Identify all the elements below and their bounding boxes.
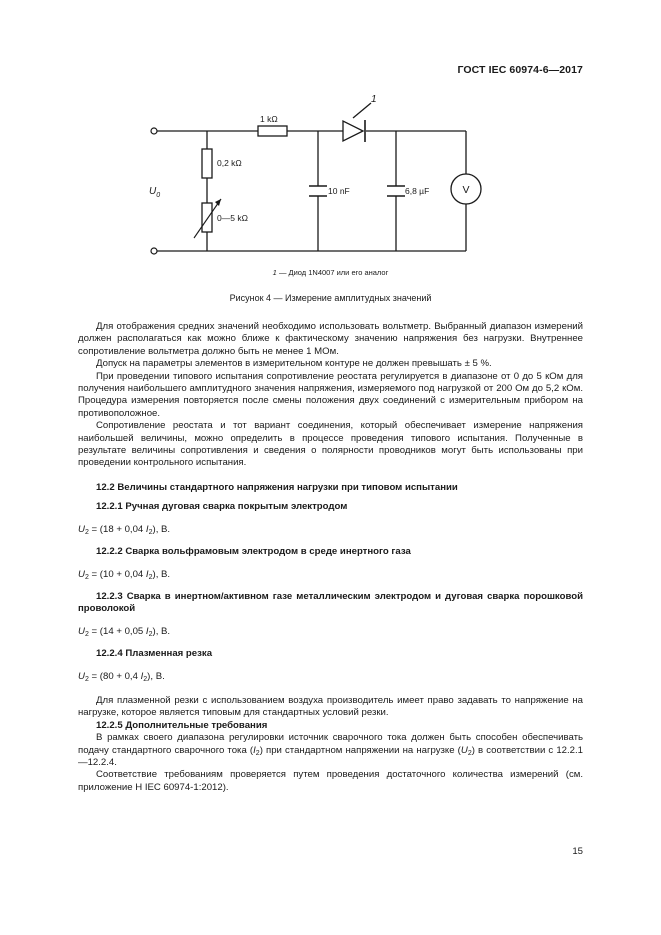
formula-12-2-1: $U_2 = (18 + 0,04$ $I_2$), В. xyxy=(78,523,171,536)
document-body xyxy=(78,321,583,794)
section-title-12-2-4: 12.2.4 Плазменная резка xyxy=(96,648,213,660)
paragraph: В рамках своего диапазона регулировки источник сварочного тока должен быть способен обеспечивать подачу стандартного сварочного тока $(I_2)$ при стандартном напряжении на нагрузке $(U_2)$ в соответствии с 12.2.1—12.2.4. xyxy=(78,732,583,768)
capacitor-1 xyxy=(309,186,327,196)
label-r-fixed: 0,2 kΩ xyxy=(217,158,242,168)
paragraph: При проведении типового испытания сопротивление реостата регулируется в диапазоне от 0 до 5 кОм для получения наибольшего амплитудного значения напряжения, измеряемого под нагрузкой от 200 Ом до 5,2 кОм. Процедура измерения повторяется после смены положения двух соединений с измерительным прибором на противоположное. xyxy=(78,370,583,419)
paragraph: Соответствие требованиям проверяется путем проведения достаточного количества измерений (см. приложение Н IEC 60974-1:2012). xyxy=(78,769,583,793)
figure-caption: Рисунок 4 — Измерение амплитудных значений xyxy=(229,293,432,303)
resistor-fixed xyxy=(202,149,212,178)
section-title-12-2-3: 12.2.3 Сварка в инертном/активном газе металлическим электродом и дуговая сварка порошковой проволокой xyxy=(78,590,583,615)
label-r-variable: 0—5 kΩ xyxy=(217,213,248,223)
label-cap1: 10 nF xyxy=(328,186,350,196)
label-r-series: 1 kΩ xyxy=(260,114,278,124)
formula-12-2-2: $U_2 = (10 + 0,04$ $I_2$), В. xyxy=(78,568,171,581)
paragraph: Для плазменной резки с использованием воздуха производитель имеет право задавать то напряжение на нагрузке, которое является типовым для стандартных условий резки. xyxy=(78,694,583,719)
terminal-top xyxy=(151,128,157,134)
voltmeter-symbol: V xyxy=(462,184,470,196)
formula-12-2-3: $U_2 = (14 + 0,05$ $I_2$), В. xyxy=(78,625,171,638)
resistor-series xyxy=(258,126,287,136)
circuit-diagram xyxy=(0,0,661,265)
diode-icon xyxy=(343,120,365,142)
callout-number: 1 xyxy=(371,94,377,105)
document-header: ГОСТ IEC 60974-6—2017 xyxy=(457,64,583,76)
terminal-bottom xyxy=(151,248,157,254)
paragraph: Для отображения средних значений необходимо использовать вольтметр. Выбранный диапазон измерений должен располагаться как можно ближе к фактическому значению напряжения без нагрузки. Внутреннее сопротивление вольтметра должно быть не менее 1 МОм. xyxy=(78,321,583,357)
label-source: $U_0$ xyxy=(149,186,161,199)
capacitor-2 xyxy=(387,186,405,196)
paragraph: Допуск на параметры элементов в измерительном контуре не должен превышать ± 5 %. xyxy=(96,358,492,370)
section-title-12-2-5: 12.2.5 Дополнительные требования xyxy=(96,719,268,731)
page-number: 15 xyxy=(572,846,583,857)
section-title-12-2: 12.2 Величины стандартного напряжения нагрузки при типовом испытании xyxy=(96,481,458,493)
label-cap2: 6,8 µF xyxy=(405,186,430,196)
paragraph: Сопротивление реостата и тот вариант соединения, который обеспечивает измерение напряжения наибольшей величины, можно определить в процессе проведения типового испытания. Полученные в результате величины сопротивления и сведения о полярности проводников могут быть использованы при проведении контрольного испытания. xyxy=(78,420,583,469)
figure-legend: 1 — Диод 1N4007 или его аналог xyxy=(272,268,389,277)
formula-12-2-4: $U_2 = (80 + 0,4$ $I_2$), В. xyxy=(78,670,165,683)
resistor-variable xyxy=(202,203,212,232)
section-title-12-2-1: 12.2.1 Ручная дуговая сварка покрытым электродом xyxy=(96,501,348,513)
section-title-12-2-2: 12.2.2 Сварка вольфрамовым электродом в среде инертного газа xyxy=(96,546,411,558)
